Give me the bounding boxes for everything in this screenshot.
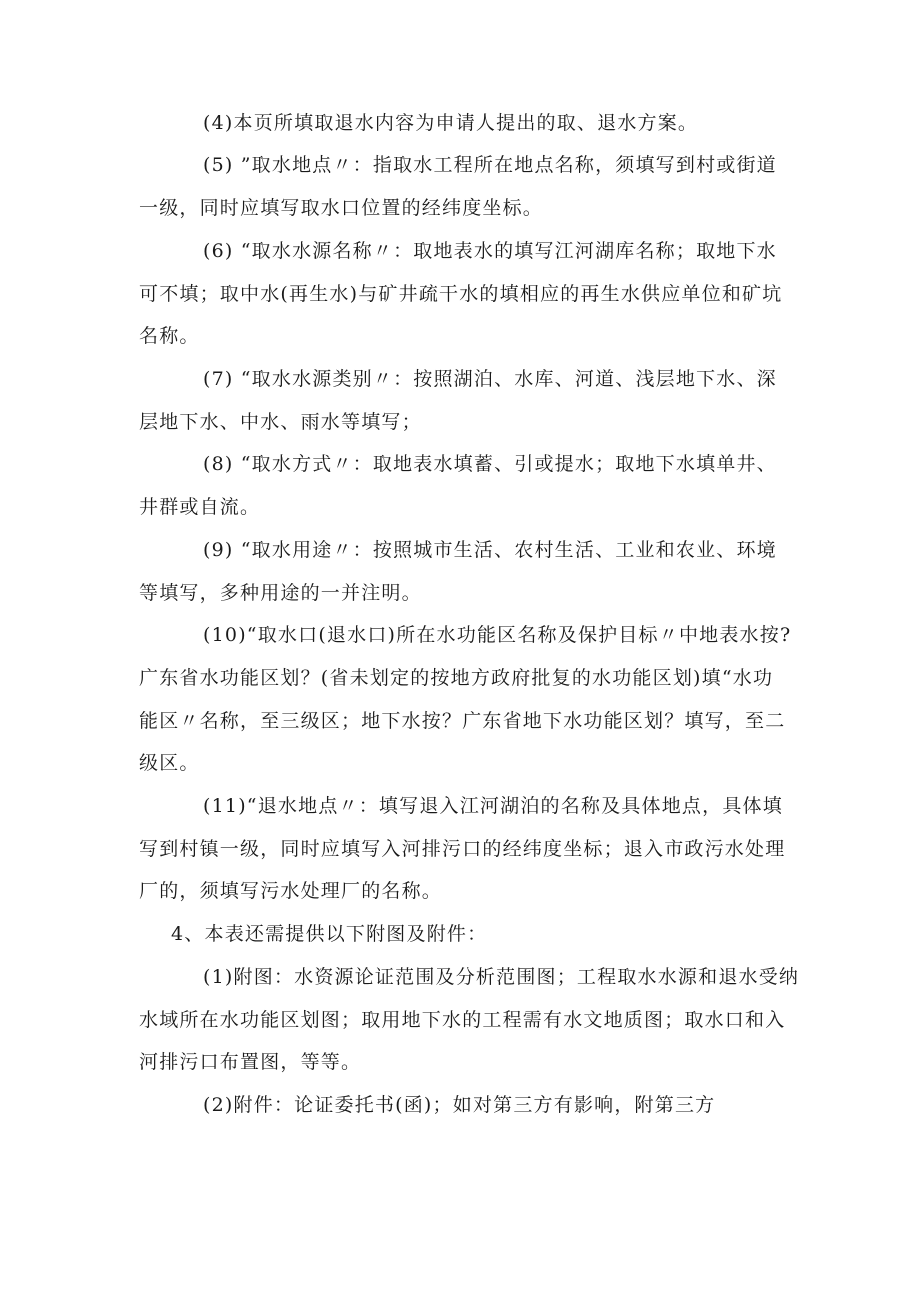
section-4-heading: 4、本表还需提供以下附图及附件： bbox=[171, 923, 488, 945]
para-5-line-1: (5) ”取水地点〃：指取水工程所在地点名称，须填写到村或街道 bbox=[203, 154, 777, 176]
para-6-line-1: (6) “取水水源名称〃：取地表水的填写江河湖库名称；取地下水 bbox=[203, 240, 777, 262]
para-10-line-2: 广东省水功能区划？(省未划定的按地方政府批复的水功能区划)填“水功 bbox=[139, 667, 774, 689]
para-6-line-3: 名称。 bbox=[139, 325, 200, 347]
para-10-line-1: (10)“取水口(退水口)所在水功能区名称及保护目标〃中地表水按? bbox=[203, 624, 792, 646]
para-11-line-3: 厂的，须填写污水处理厂的名称。 bbox=[139, 880, 443, 902]
para-6-line-2: 可不填；取中水(再生水)与矿井疏干水的填相应的再生水供应单位和矿坑 bbox=[139, 283, 783, 305]
attach-1-line-1: (1)附图：水资源论证范围及分析范围图；工程取水水源和退水受纳 bbox=[203, 966, 800, 988]
para-7-line-1: (7) “取水水源类别〃：按照湖泊、水库、河道、浅层地下水、深 bbox=[203, 368, 777, 390]
attach-2-line-1: (2)附件：论证委托书(函)；如对第三方有影响，附第三方 bbox=[203, 1094, 716, 1116]
para-10-line-4: 级区。 bbox=[139, 752, 200, 774]
attach-1-line-2: 水域所在水功能区划图；取用地下水的工程需有水文地质图；取水口和入 bbox=[139, 1009, 786, 1031]
para-5-line-2: 一级，同时应填写取水口位置的经纬度坐标。 bbox=[139, 197, 544, 219]
para-11-line-1: (11)“退水地点〃：填写退入江河湖泊的名称及具体地点，具体填 bbox=[203, 795, 783, 817]
attach-1-line-3: 河排污口布置图，等等。 bbox=[139, 1051, 362, 1073]
para-8-line-1: (8) “取水方式〃：取地表水填蓄、引或提水；取地下水填单井、 bbox=[203, 453, 777, 475]
para-4-line-1: (4)本页所填取退水内容为申请人提出的取、退水方案。 bbox=[203, 112, 699, 134]
para-9-line-2: 等填写，多种用途的一并注明。 bbox=[139, 582, 422, 604]
para-8-line-2: 井群或自流。 bbox=[139, 496, 261, 518]
para-10-line-3: 能区〃名称，至三级区；地下水按？广东省地下水功能区划？填写，至二 bbox=[139, 710, 786, 732]
para-7-line-2: 层地下水、中水、雨水等填写； bbox=[139, 411, 422, 433]
para-9-line-1: (9) “取水用途〃：按照城市生活、农村生活、工业和农业、环境 bbox=[203, 539, 777, 561]
para-11-line-2: 写到村镇一级，同时应填写入河排污口的经纬度坐标；退入市政污水处理 bbox=[139, 838, 786, 860]
